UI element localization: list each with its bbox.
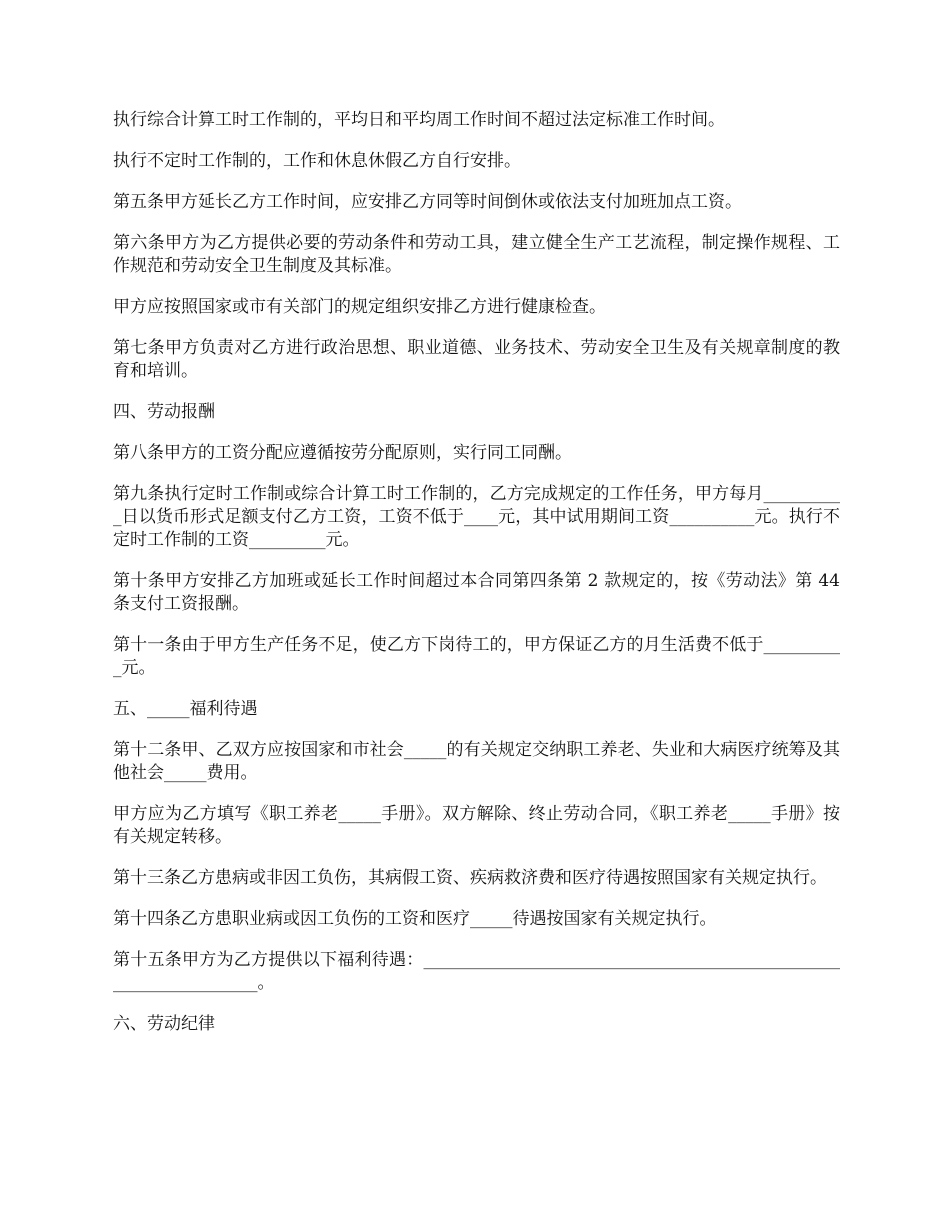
article-12: 第十二条甲、乙双方应按国家和市社会_____的有关规定交纳职工养老、失业和大病医疗统筹及其他社会_____费用。 bbox=[113, 740, 840, 783]
paragraph-comprehensive-hours: 执行综合计算工时工作制的，平均日和平均周工作时间不超过法定标准工作时间。 bbox=[113, 110, 725, 130]
section-heading-welfare: 五、_____福利待遇 bbox=[113, 699, 258, 719]
article-7: 第七条甲方负责对乙方进行政治思想、职业道德、业务技术、劳动安全卫生及有关规章制度的教育和培训。 bbox=[113, 338, 840, 381]
paragraph-pension-handbook: 甲方应为乙方填写《职工养老_____手册》。双方解除、终止劳动合同，《职工养老_____手册》按有关规定转移。 bbox=[113, 804, 840, 847]
paragraph-health-check: 甲方应按照国家或市有关部门的规定组织安排乙方进行健康检查。 bbox=[113, 297, 606, 317]
section-heading-labor-pay: 四、劳动报酬 bbox=[113, 402, 215, 422]
article-11: 第十一条由于甲方生产任务不足，使乙方下岗待工的，甲方保证乙方的月生活费不低于__________元。 bbox=[113, 635, 840, 678]
article-13: 第十三条乙方患病或非因工负伤，其病假工资、疾病救济费和医疗待遇按照国家有关规定执行。 bbox=[113, 868, 827, 888]
article-8: 第八条甲方的工资分配应遵循按劳分配原则，实行同工同酬。 bbox=[113, 443, 572, 463]
section-heading-labor-discipline: 六、劳动纪律 bbox=[113, 1014, 215, 1034]
article-9: 第九条执行定时工作制或综合计算工时工作制的，乙方完成规定的工作任务，甲方每月__________日以货币形式足额支付乙方工资，工资不低于____元，其中试用期间工资__________元。执行不定时工作制的工资_________元。 bbox=[113, 484, 840, 550]
article-10: 第十条甲方安排乙方加班或延长工作时间超过本合同第四条第 2 款规定的，按《劳动法》第 44 条支付工资报酬。 bbox=[113, 571, 840, 614]
article-6: 第六条甲方为乙方提供必要的劳动条件和劳动工具，建立健全生产工艺流程，制定操作规程、工作规范和劳动安全卫生制度及其标准。 bbox=[113, 233, 840, 276]
document-page bbox=[113, 109, 840, 1054]
article-15: 第十五条甲方为乙方提供以下福利待遇：__________________________________________________________________。 bbox=[113, 950, 840, 993]
paragraph-flexible-hours: 执行不定时工作制的，工作和休息休假乙方自行安排。 bbox=[113, 151, 521, 171]
article-5: 第五条甲方延长乙方工作时间，应安排乙方同等时间倒休或依法支付加班加点工资。 bbox=[113, 192, 742, 212]
article-14: 第十四条乙方患职业病或因工负伤的工资和医疗_____待遇按国家有关规定执行。 bbox=[113, 909, 717, 929]
